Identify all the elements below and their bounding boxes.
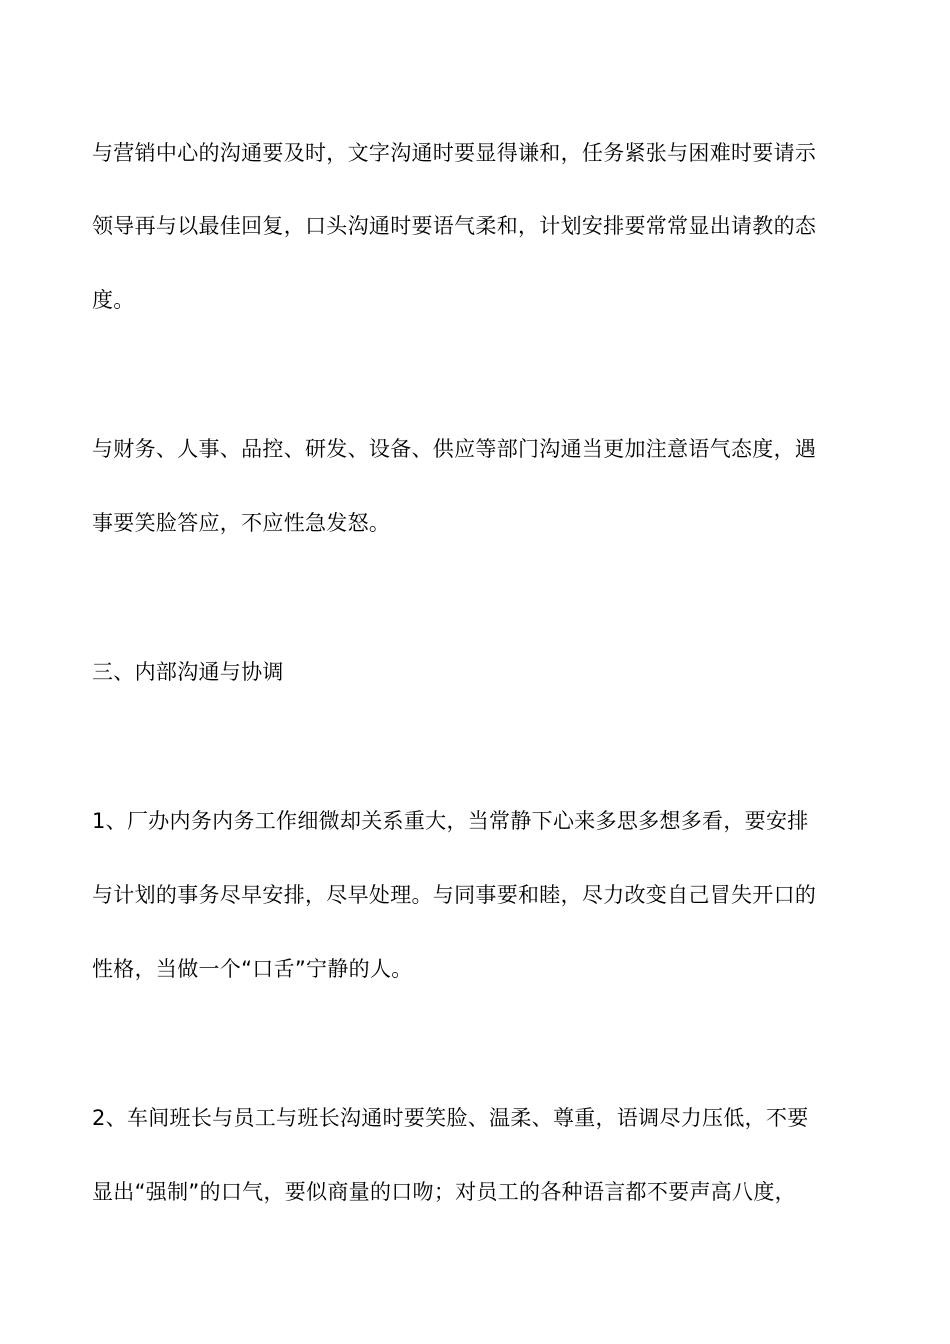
paragraph-3-line-2: 与计划的事务尽早安排，尽早处理。与同事要和睦，尽力改变自己冒失开口的	[92, 883, 817, 907]
paragraph-2-line-1: 与财务、人事、品控、研发、设备、供应等部门沟通当更加注意语气态度，遇	[92, 437, 817, 461]
paragraph-4-line-1: 2、车间班长与员工与班长沟通时要笑脸、温柔、尊重，语调尽力压低，不要	[92, 1106, 809, 1130]
paragraph-3-line-1: 1、厂办内务内务工作细微却关系重大，当常静下心来多思多想多看，要安排	[92, 809, 809, 833]
paragraph-2-line-2: 事要笑脸答应，不应性急发怒。	[92, 511, 391, 535]
paragraph-1-line-3: 度。	[92, 288, 135, 312]
paragraph-4-line-2: 显出“强制”的口气，要似商量的口吻；对员工的各种语言都不要声高八度，	[92, 1180, 796, 1204]
paragraph-1-line-2: 领导再与以最佳回复，口头沟通时要语气柔和，计划安排要常常显出请教的态	[92, 214, 817, 238]
paragraph-3-line-3: 性格，当做一个“口舌”宁静的人。	[92, 957, 413, 981]
paragraph-1-line-1: 与营销中心的沟通要及时，文字沟通时要显得谦和，任务紧张与困难时要请示	[92, 141, 817, 165]
section-heading: 三、内部沟通与协调	[92, 660, 284, 684]
